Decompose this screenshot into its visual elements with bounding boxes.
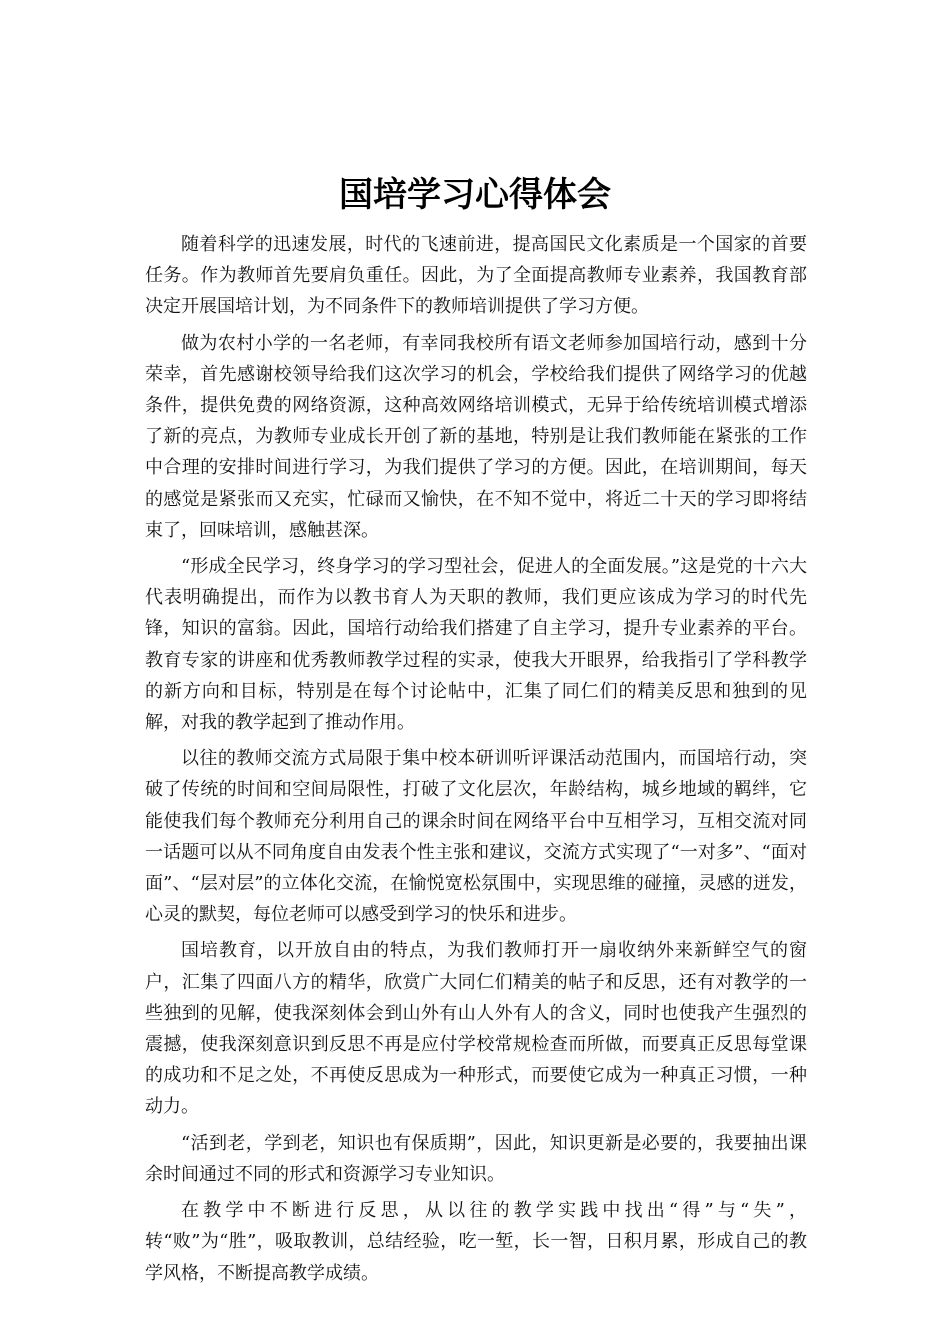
paragraph: “形成全民学习，终身学习的学习型社会，促进人的全面发展。”这是党的十六大代表明确提出，而作为以教书育人为天职的教师，我们更应该成为学习的时代先锋，知识的富翁。因此，国培行动给我们搭建了自主学习，提升专业素养的平台。教育专家的讲座和优秀教师教学过程的实录，使我大开眼界，给我指引了学科教学的新方向和目标，特别是在每个讨论帖中，汇集了同仁们的精美反思和独到的见解，对我的教学起到了推动作用。 xyxy=(145,556,807,734)
paragraph: “活到老，学到老，知识也有保质期”，因此，知识更新是必要的，我要抽出课余时间通过不同的形式和资源学习专业知识。 xyxy=(145,1132,807,1185)
paragraph: 在教学中不断进行反思，从以往的教学实践中找出“得”与“失”，转“败”为“胜”，吸取教训，总结经验，吃一堑，长一智，日积月累，形成自己的教学风格，不断提高教学成绩。 xyxy=(145,1200,807,1284)
paragraph: 做为农村小学的一名老师，有幸同我校所有语文老师参加国培行动，感到十分荣幸，首先感谢校领导给我们这次学习的机会，学校给我们提供了网络学习的优越条件，提供免费的网络资源，这种高效网络培训模式，无异于给传统培训模式增添了新的亮点，为教师专业成长开创了新的基地，特别是让我们教师能在紧张的工作中合理的安排时间进行学习，为我们提供了学习的方便。因此，在培训期间，每天的感觉是紧张而又充实，忙碌而又愉快，在不知不觉中，将近二十天的学习即将结束了，回味培训，感触甚深。 xyxy=(145,332,807,541)
paragraph: 国培教育，以开放自由的特点，为我们教师打开一扇收纳外来新鲜空气的窗户，汇集了四面八方的精华，欣赏广大同仁们精美的帖子和反思，还有对教学的一些独到的见解，使我深刻体会到山外有山人外有人的含义，同时也使我产生强烈的震撼，使我深刻意识到反思不再是应付学校常规检查而所做，而要真正反思每堂课的成功和不足之处，不再使反思成为一种形式，而要使它成为一种真正习惯，一种动力。 xyxy=(145,940,807,1118)
paragraph: 以往的教师交流方式局限于集中校本研训听评课活动范围内，而国培行动，突破了传统的时间和空间局限性，打破了文化层次，年龄结构，城乡地域的羁绊，它能使我们每个教师充分利用自己的课余时间在网络平台中互相学习，互相交流对同一话题可以从不同角度自由发表个性主张和建议，交流方式实现了“一对多”、“面对面”、“层对层”的立体化交流，在愉悦宽松氛围中，实现思维的碰撞，灵感的迸发，心灵的默契，每位老师可以感受到学习的快乐和进步。 xyxy=(145,748,807,926)
document-body xyxy=(145,229,807,1294)
paragraph: 随着科学的迅速发展，时代的飞速前进，提高国民文化素质是一个国家的首要任务。作为教师首先要肩负重任。因此，为了全面提高教师专业素养，我国教育部决定开展国培计划，为不同条件下的教师培训提供了学习方便。 xyxy=(145,234,807,318)
document-title: 国培学习心得体会 xyxy=(339,175,611,215)
